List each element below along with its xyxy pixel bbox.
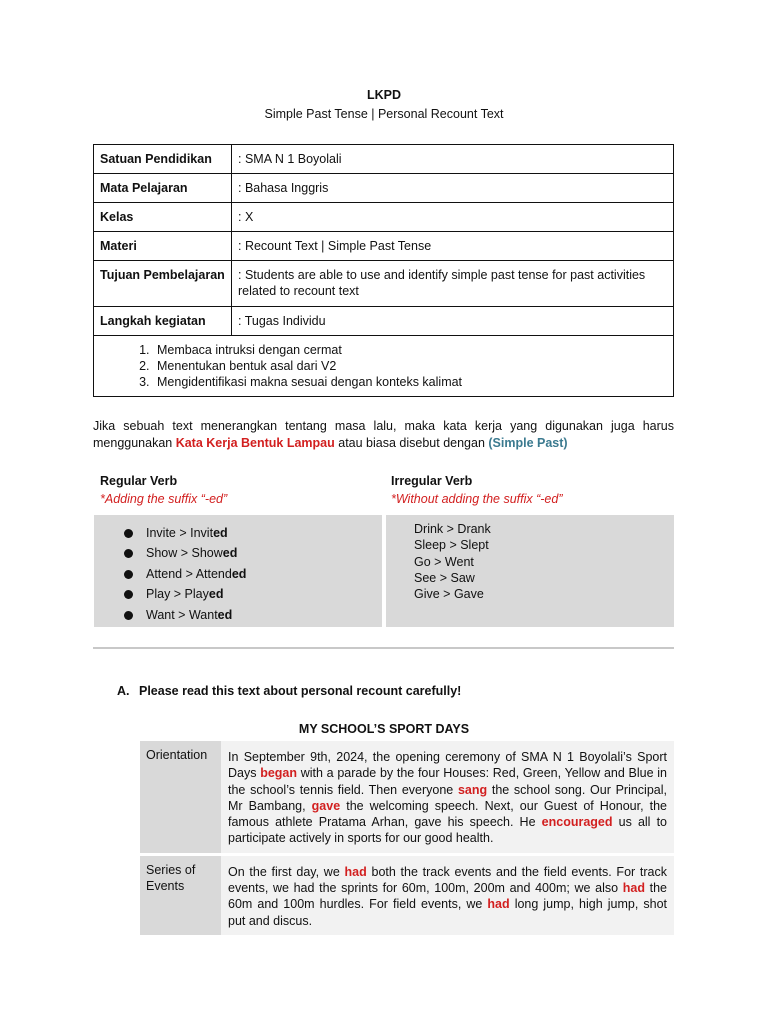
irregular-verb-item: Give > Gave bbox=[414, 587, 484, 602]
story-highlight-verb: had bbox=[622, 881, 645, 896]
story-label: Orientation bbox=[140, 741, 221, 853]
intro-paragraph bbox=[93, 418, 674, 451]
irregular-verb-note: *Without adding the suffix “-ed” bbox=[391, 492, 563, 506]
bullet-icon bbox=[124, 549, 133, 558]
regular-verb-list bbox=[94, 515, 382, 625]
intro-text: Jika sebuah text menerangkan tentang masa lalu, maka kata kerja yang digunakan juga harus menggunakan bbox=[93, 419, 674, 450]
regular-verb-item bbox=[94, 564, 382, 584]
verb-base: Play > Play bbox=[146, 587, 209, 602]
irregular-verb-item: See > Saw bbox=[414, 570, 475, 585]
story-row-events bbox=[140, 856, 674, 935]
regular-verb-note: *Adding the suffix “-ed” bbox=[100, 492, 228, 506]
story-highlight-verb: began bbox=[260, 766, 298, 781]
info-value: : Recount Text | Simple Past Tense bbox=[232, 232, 674, 261]
bullet-icon bbox=[124, 611, 133, 620]
story-highlight-verb: gave bbox=[311, 798, 341, 813]
page-title: LKPD bbox=[366, 88, 402, 102]
info-key: Langkah kegiatan bbox=[94, 307, 232, 336]
info-row bbox=[94, 203, 674, 232]
step-item: 3. Mengidentifikasi makna sesuai dengan konteks kalimat bbox=[153, 374, 667, 390]
story-text bbox=[221, 741, 674, 853]
story-text bbox=[221, 856, 674, 935]
info-key: Satuan Pendidikan bbox=[94, 145, 232, 174]
story-fragment: long jump, high jump, shot put and discus. bbox=[228, 897, 667, 928]
story-fragment: On the first day, we bbox=[228, 864, 345, 879]
story-fragment: with a parade by the four Houses: Red, Green, Yellow and Blue in the school’s tennis field. Then everyone bbox=[228, 766, 668, 797]
irregular-verb-item: Drink > Drank bbox=[414, 522, 491, 536]
verb-base: Attend > Attend bbox=[146, 566, 232, 581]
info-value: : X bbox=[232, 203, 674, 232]
story-title: MY SCHOOL’S SPORT DAYS bbox=[298, 722, 470, 736]
story-fragment: both the track events and the field events. For track events, we had the sprints for 60m, 100m, 200m and 400m; we also bbox=[228, 864, 668, 896]
info-table bbox=[93, 144, 674, 397]
section-number: A. bbox=[117, 684, 130, 698]
steps-row bbox=[94, 336, 674, 397]
section-divider bbox=[93, 647, 674, 649]
story-fragment: the 60m and 100m hurdles. For field events, we bbox=[228, 881, 667, 912]
regular-verb-heading: Regular Verb bbox=[100, 474, 178, 488]
irregular-verb-item: Go > Went bbox=[414, 554, 474, 569]
irregular-verb-heading: Irregular Verb bbox=[391, 474, 473, 488]
steps-cell bbox=[94, 336, 674, 397]
info-value: : Tugas Individu bbox=[232, 307, 674, 336]
steps-list bbox=[100, 342, 667, 390]
story-fragment: us all to participate actively in sports for our good health. bbox=[228, 815, 667, 846]
intro-highlight-blue: (Simple Past) bbox=[488, 435, 568, 450]
intro-highlight-red: Kata Kerja Bentuk Lampau bbox=[175, 435, 335, 450]
info-key: Materi bbox=[94, 232, 232, 261]
info-value: : Bahasa Inggris bbox=[232, 174, 674, 203]
irregular-verb-list bbox=[386, 515, 674, 602]
info-value: : Students are able to use and identify simple past tense for past activities related to recount text bbox=[232, 261, 674, 307]
info-row bbox=[94, 261, 674, 307]
verb-base: Invite > Invit bbox=[146, 526, 214, 540]
verb-suffix: ed bbox=[217, 607, 233, 622]
story-highlight-verb: sang bbox=[457, 782, 488, 797]
bullet-icon bbox=[124, 529, 133, 538]
regular-verb-item bbox=[94, 584, 382, 604]
bullet-icon bbox=[124, 570, 133, 579]
story-highlight-verb: had bbox=[344, 864, 367, 879]
step-item: 1. Membaca intruksi dengan cermat bbox=[153, 342, 667, 358]
info-value: : SMA N 1 Boyolali bbox=[232, 145, 674, 174]
regular-verb-item bbox=[94, 523, 382, 543]
section-a-instruction bbox=[117, 684, 461, 698]
bullet-icon bbox=[124, 590, 133, 599]
verb-base: Show > Show bbox=[146, 546, 223, 561]
verb-suffix: ed bbox=[231, 566, 247, 581]
story-highlight-verb: had bbox=[487, 897, 510, 912]
regular-verb-item bbox=[94, 605, 382, 625]
story-table bbox=[140, 741, 674, 935]
page-subtitle: Simple Past Tense | Personal Recount Text bbox=[264, 107, 504, 121]
irregular-verb-box bbox=[386, 515, 674, 627]
section-text: Please read this text about personal recount carefully! bbox=[139, 684, 462, 698]
story-fragment: In September 9th, 2024, the opening ceremony of SMA N 1 Boyolali’s Sport Days bbox=[228, 750, 667, 781]
regular-verb-box bbox=[94, 515, 382, 627]
story-highlight-verb: encouraged bbox=[541, 815, 613, 830]
story-fragment: the school song. Our Principal, Mr Bambang, bbox=[228, 782, 667, 813]
info-row bbox=[94, 307, 674, 336]
intro-text: atau biasa disebut dengan bbox=[334, 435, 489, 450]
irregular-verb-item: Sleep > Slept bbox=[414, 538, 489, 553]
story-label: Series of Events bbox=[140, 856, 221, 935]
story-row-orientation bbox=[140, 741, 674, 853]
info-row bbox=[94, 145, 674, 174]
info-key: Kelas bbox=[94, 203, 232, 232]
info-key: Mata Pelajaran bbox=[94, 174, 232, 203]
info-row bbox=[94, 174, 674, 203]
verb-suffix: ed bbox=[222, 546, 238, 561]
step-item: 2. Menentukan bentuk asal dari V2 bbox=[153, 358, 667, 374]
regular-verb-item bbox=[94, 543, 382, 563]
info-key: Tujuan Pembelajaran bbox=[94, 261, 232, 307]
verb-suffix: ed bbox=[213, 526, 228, 540]
verb-suffix: ed bbox=[208, 587, 224, 602]
info-row bbox=[94, 232, 674, 261]
story-fragment: the welcoming speech. Next, our Guest of Honour, the famous athlete Pratama Arhan, gave his speech. He bbox=[228, 798, 667, 830]
verb-base: Want > Want bbox=[146, 607, 218, 622]
